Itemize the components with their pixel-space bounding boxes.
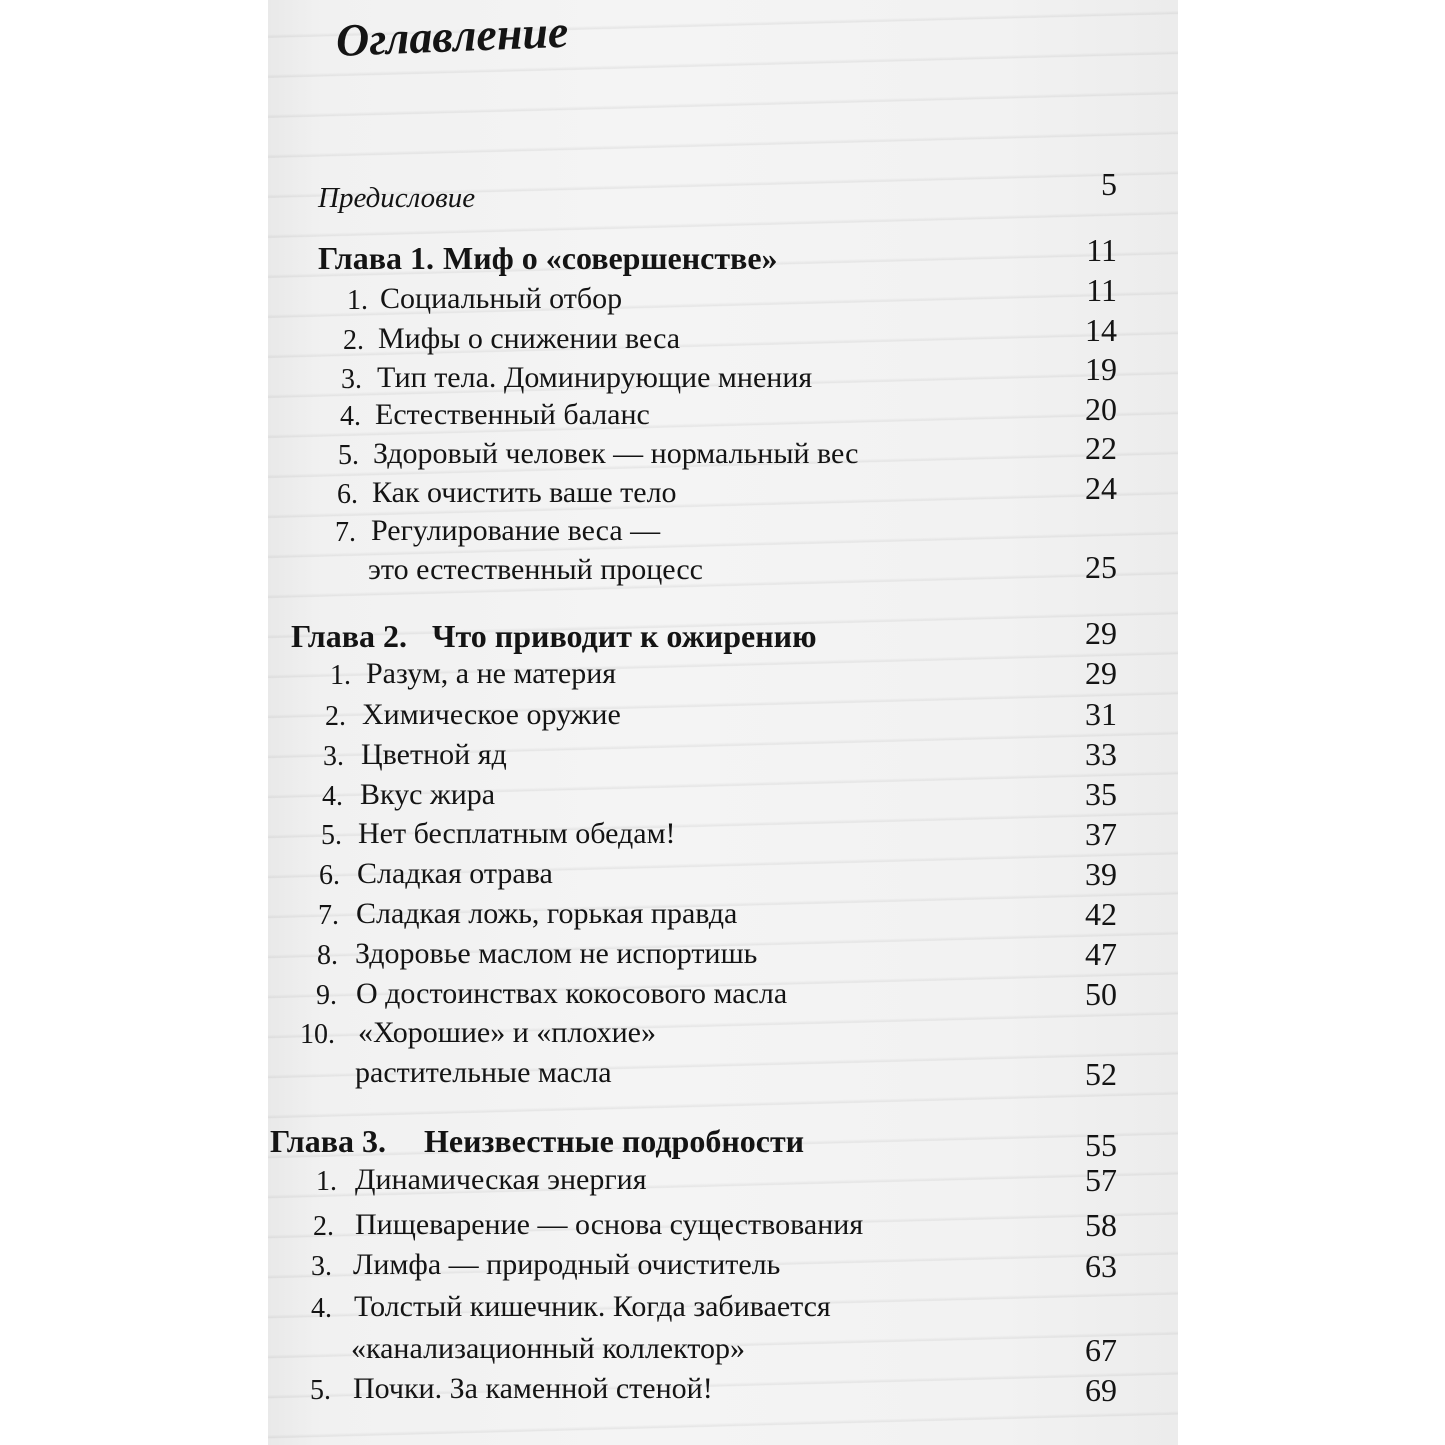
toc-item-number: 1.	[347, 285, 368, 316]
toc-item-title: Социальный отбор	[380, 282, 623, 315]
toc-item-page-number: 25	[1085, 549, 1117, 585]
toc-item-title: Мифы о снижении веса	[378, 322, 681, 355]
toc-item-title: Естественный баланс	[375, 398, 650, 431]
toc-item-page-number: 50	[1085, 976, 1117, 1012]
chapter-page-number: 11	[1086, 232, 1117, 268]
toc-item-number: 2.	[313, 1211, 334, 1242]
toc-item-page-number: 19	[1085, 351, 1117, 387]
toc-item-number: 2.	[343, 325, 364, 356]
toc-item-number: 5.	[338, 440, 359, 471]
chapter-title: Неизвестные подробности	[424, 1123, 805, 1159]
toc-item-number: 4.	[311, 1293, 332, 1324]
toc-item-page-number: 69	[1085, 1372, 1117, 1408]
toc-item-title: Тип тела. Доминирующие мнения	[377, 361, 813, 394]
toc-item-title: Разум, а не материя	[366, 657, 617, 690]
toc-item-title: «Хорошие» и «плохие»	[358, 1016, 656, 1049]
toc-item-title: Сладкая отрава	[357, 857, 553, 890]
toc-item-number: 3.	[341, 364, 362, 395]
toc-item-title: Вкус жира	[360, 778, 496, 811]
preface-label: Предисловие	[318, 182, 476, 214]
toc-item-page-number: 42	[1085, 896, 1117, 932]
toc-item-number: 4.	[322, 781, 343, 812]
toc-item-page-number: 22	[1085, 430, 1117, 466]
toc-item-title: Здоровый человек — нормальный вес	[373, 437, 859, 470]
toc-item-page-number: 37	[1085, 816, 1117, 852]
toc-item-title: Сладкая ложь, горькая правда	[356, 897, 738, 930]
toc-item-number: 3.	[323, 741, 344, 772]
toc-item-title: Химическое оружие	[362, 698, 621, 731]
toc-item-number: 7.	[335, 517, 356, 548]
page-title: Оглавление	[335, 5, 570, 66]
toc-item-title: Регулирование веса —	[371, 514, 661, 547]
chapter-label: Глава 1.	[318, 240, 434, 276]
toc-item-title: Пищеварение — основа существования	[355, 1208, 864, 1241]
toc-item-page-number: 35	[1085, 776, 1117, 812]
toc-item-page-number: 33	[1085, 736, 1117, 772]
chapter-label: Глава 2.	[291, 618, 407, 654]
chapter-page-number: 55	[1085, 1127, 1117, 1163]
toc-item-title: Динамическая энергия	[355, 1163, 647, 1196]
toc-item-title-continued: растительные масла	[355, 1056, 612, 1089]
toc-item-page-number: 52	[1085, 1056, 1117, 1092]
toc-item-page-number: 29	[1085, 655, 1117, 691]
toc-item-number: 1.	[330, 660, 351, 691]
toc-item-page-number: 47	[1085, 936, 1117, 972]
toc-item-number: 6.	[319, 860, 340, 891]
toc-item-number: 6.	[337, 479, 358, 510]
toc-item-number: 8.	[317, 940, 338, 971]
toc-item-page-number: 11	[1086, 272, 1117, 308]
toc-item-title-continued: это естественный процесс	[368, 553, 703, 586]
chapter-title: Что приводит к ожирению	[432, 618, 817, 654]
toc-item-number: 4.	[340, 401, 361, 432]
toc-item-page-number: 57	[1085, 1162, 1117, 1198]
toc-item-page-number: 39	[1085, 856, 1117, 892]
chapter-page-number: 29	[1085, 615, 1117, 651]
toc-item-title: Здоровье маслом не испортишь	[355, 937, 758, 970]
toc-item-number: 7.	[318, 900, 339, 931]
toc-item-number: 9.	[316, 980, 337, 1011]
toc-item-page-number: 14	[1085, 312, 1117, 348]
toc-item-page-number: 63	[1085, 1248, 1117, 1284]
toc-item-page-number: 31	[1085, 696, 1117, 732]
toc-item-title: Нет бесплатным обедам!	[358, 817, 676, 850]
toc-item-number: 10.	[300, 1019, 335, 1050]
toc-item-title: Почки. За каменной стеной!	[353, 1372, 713, 1405]
toc-item-title-continued: «канализационный коллектор»	[351, 1332, 745, 1365]
toc-item-title: Как очистить ваше тело	[372, 476, 677, 509]
toc-item-number: 1.	[316, 1166, 337, 1197]
preface-page-number: 5	[1101, 166, 1117, 202]
chapter-title: Миф о «совершенстве»	[443, 240, 778, 276]
toc-item-page-number: 24	[1085, 470, 1117, 506]
toc-item-title: Цветной яд	[361, 738, 507, 771]
toc-item-number: 3.	[311, 1251, 332, 1282]
toc-item-title: О достоинствах кокосового масла	[356, 977, 788, 1010]
toc-item-title: Толстый кишечник. Когда забивается	[354, 1290, 831, 1323]
toc-item-title: Лимфа — природный очиститель	[353, 1248, 781, 1281]
toc-item-page-number: 58	[1085, 1207, 1117, 1243]
toc-item-number: 5.	[310, 1375, 331, 1406]
toc-item-number: 5.	[321, 820, 342, 851]
chapter-label: Глава 3.	[270, 1123, 386, 1159]
toc-item-page-number: 20	[1085, 391, 1117, 427]
toc-item-number: 2.	[325, 701, 346, 732]
toc-item-page-number: 67	[1085, 1332, 1117, 1368]
